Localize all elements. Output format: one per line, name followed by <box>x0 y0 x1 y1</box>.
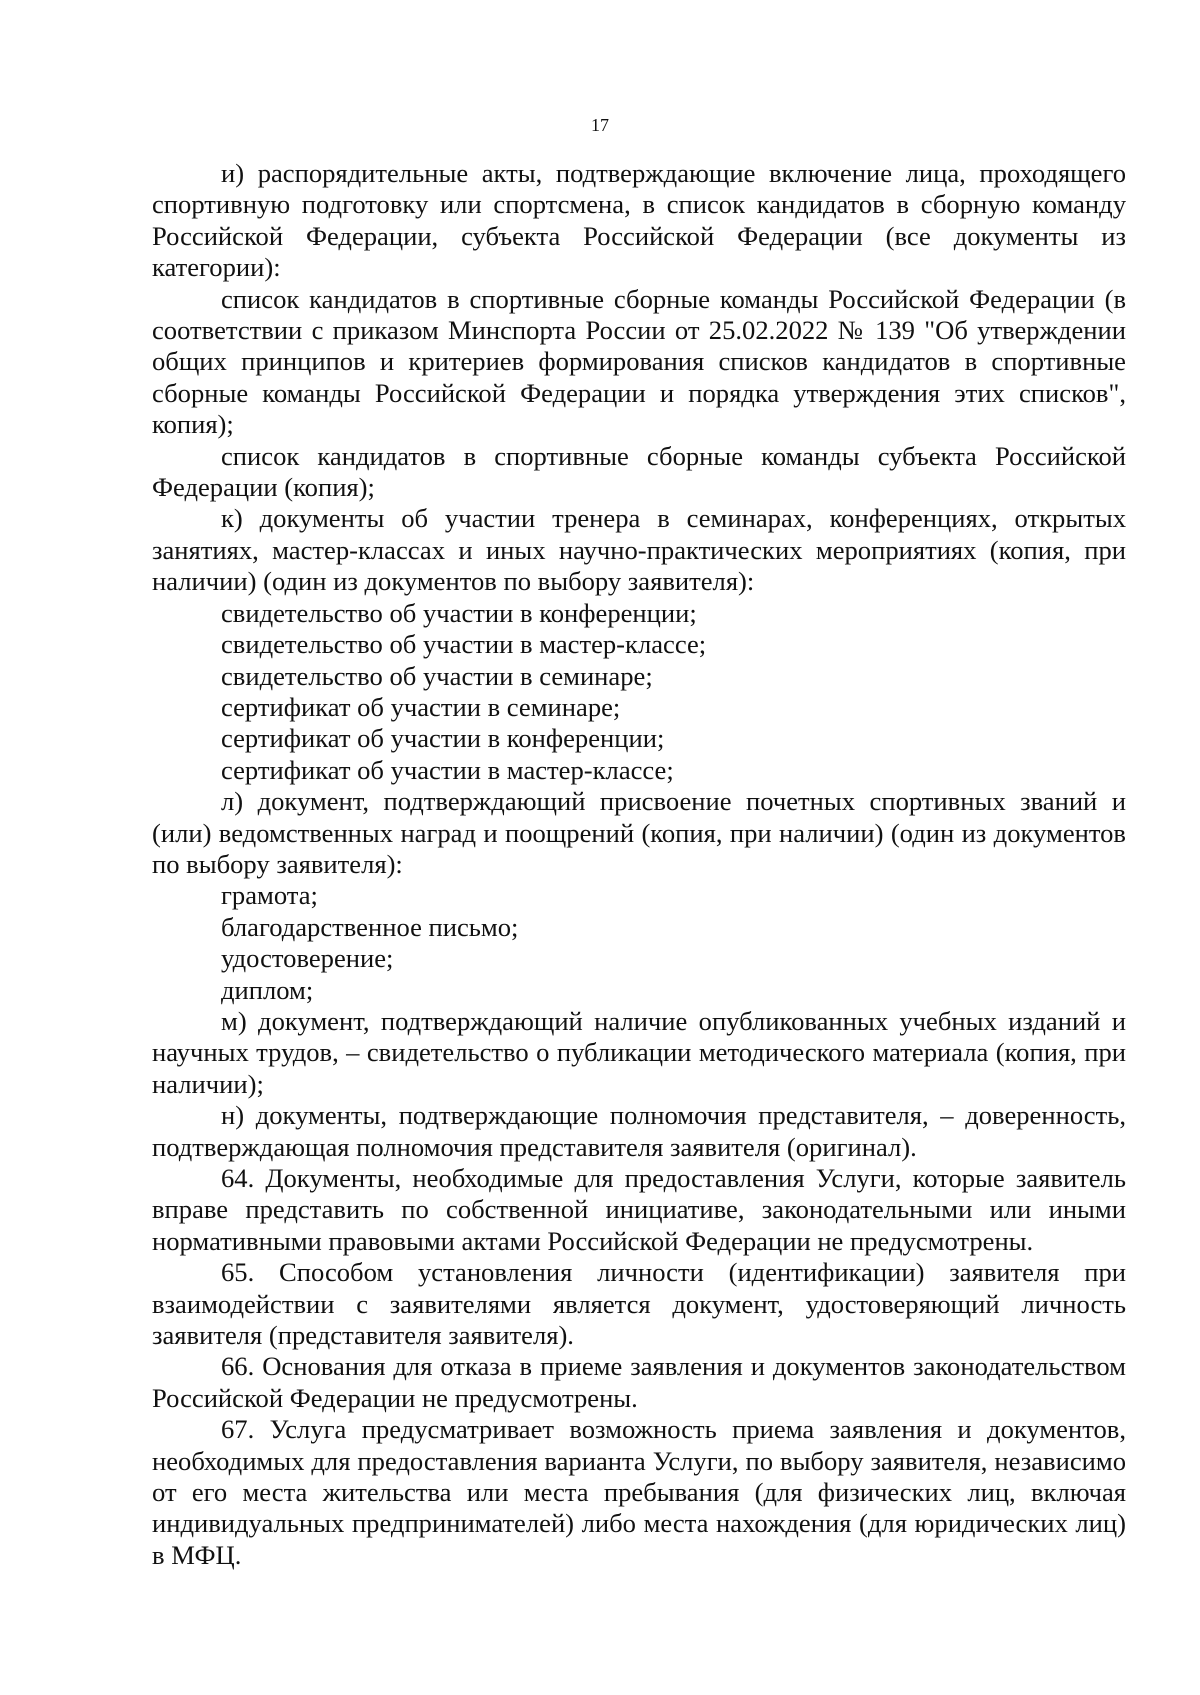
list-item: сертификат об участии в семинаре; <box>221 691 621 722</box>
list-item: свидетельство об участии в мастер-классе; <box>221 629 707 660</box>
paragraph-item-l: л) документ, подтверждающий присвоение почетных спортивных званий и (или) ведомственных наград и поощрений (копия, при наличии) (один из документов по выбору заявителя): <box>152 786 1126 879</box>
list-item: сертификат об участии в конференции; <box>221 723 665 754</box>
list-item: сертификат об участии в мастер-классе; <box>221 754 674 785</box>
paragraph-item-n: н) документы, подтверждающие полномочия представителя, – доверенность, подтверждающая полномочия представителя заявителя (оригинал). <box>152 1100 1126 1162</box>
list-item: свидетельство об участии в конференции; <box>221 597 697 628</box>
paragraph-67: 67. Услуга предусматривает возможность приема заявления и документов, необходимых для предоставления варианта Услуги, по выбору заявителя, независимо от его места жительства или места пребывания (для физических лиц, включая индивидуальных предпринимателей) либо места нахождения (для юридических лиц) в МФЦ. <box>152 1414 1126 1570</box>
paragraph-subject-team-list: список кандидатов в спортивные сборные команды субъекта Российской Федерации (копия); <box>152 440 1126 503</box>
list-item: благодарственное письмо; <box>221 911 519 942</box>
paragraph-item-k: к) документы об участии тренера в семинарах, конференциях, открытых занятиях, мастер-классах и иных научно-практических мероприятиях (копия, при наличии) (один из документов по выбору заявителя): <box>152 503 1126 597</box>
paragraph-65: 65. Способом установления личности (идентификации) заявителя при взаимодействии с заявителями является документ, удостоверяющий личность заявителя (представителя заявителя). <box>152 1257 1126 1351</box>
list-item: удостоверение; <box>221 943 394 974</box>
document-body <box>152 158 1126 1571</box>
paragraph-64: 64. Документы, необходимые для предоставления Услуги, которые заявитель вправе представить по собственной инициативе, законодательными или иными нормативными правовыми актами Российской Федерации не предусмотрены. <box>152 1163 1126 1256</box>
list-item: свидетельство об участии в семинаре; <box>221 660 653 691</box>
paragraph-66: 66. Основания для отказа в приеме заявления и документов законодательством Российской Федерации не предусмотрены. <box>152 1351 1126 1413</box>
paragraph-item-i: и) распорядительные акты, подтверждающие включение лица, проходящего спортивную подготовку или спортсмена, в список кандидатов в сборную команду Российской Федерации, субъекта Российской Федерации (все документы из категории): <box>152 158 1126 283</box>
paragraph-item-m: м) документ, подтверждающий наличие опубликованных учебных изданий и научных трудов, – свидетельство о публикации методического материала (копия, при наличии); <box>152 1005 1126 1099</box>
page-number: 17 <box>591 115 609 135</box>
list-item: диплом; <box>221 974 314 1005</box>
paragraph-rf-team-list: список кандидатов в спортивные сборные команды Российской Федерации (в соответствии с приказом Минспорта России от 25.02.2022 № 139 "Об утверждении общих принципов и критериев формирования списков кандидатов в спортивные сборные команды Российской Федерации и порядка утверждения этих списков", копия); <box>152 283 1126 440</box>
list-item: грамота; <box>221 880 318 911</box>
